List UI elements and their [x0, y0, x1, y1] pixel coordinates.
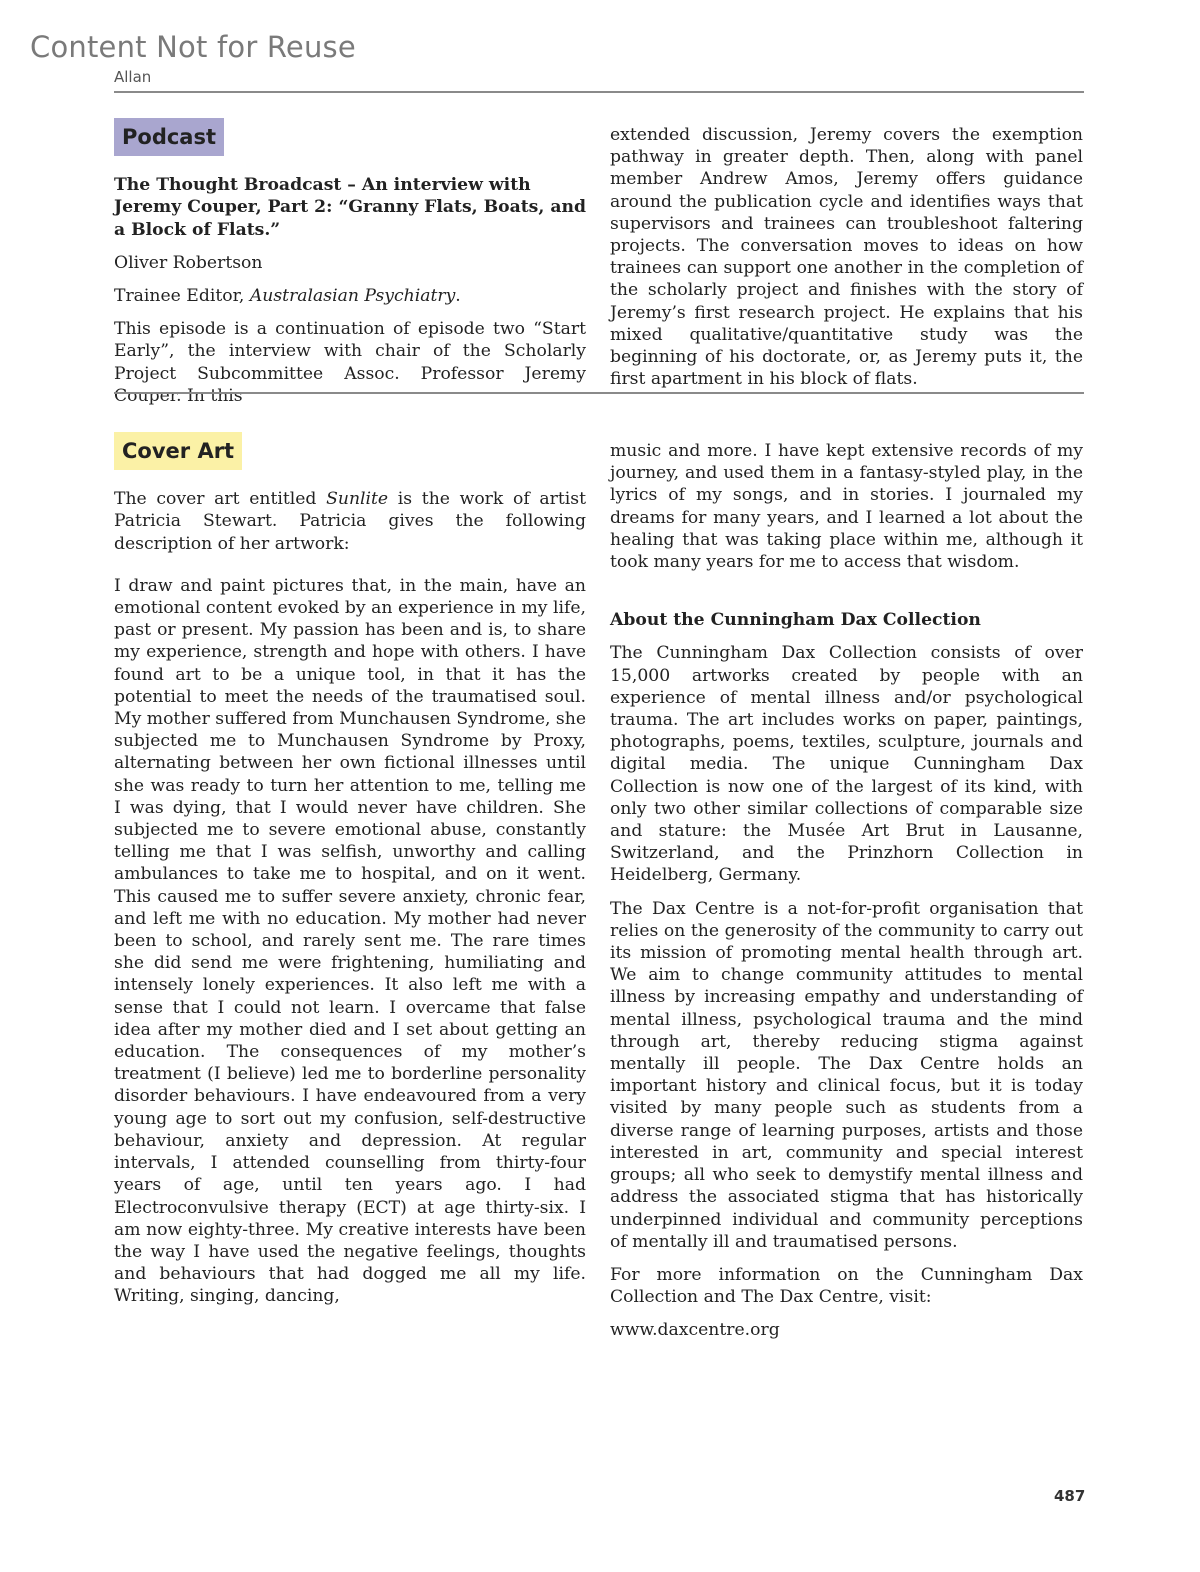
- section-divider: [114, 392, 1084, 394]
- podcast-affiliation: Trainee Editor, Australasian Psychiatry.: [114, 286, 461, 307]
- podcast-left-column: [114, 118, 586, 418]
- artist-statement: I draw and paint pictures that, in the main, have an emotional content evoked by an experience in my life, past or present. My passion has been and is, to share my experience, strength and hope with others. I have found art to be a unique tool, in that it has the potential to meet the needs of the traumatised soul. My mother suffered from Munchausen Syndrome, she subjected me to Munchausen Syndrome by Proxy, alternating between her own fictional illnesses until she was ready to turn her attention to me, telling me I was dying, that I would never have children. She subjected me to severe emotional abuse, constantly telling me that I was selfish, unworthy and calling ambulances to take me to hospital, and on it went. This caused me to suffer severe anxiety, chronic fear, and left me with no education. My mother had never been to school, and rarely sent me. The rare times she did send me were frightening, humiliating and intensely lonely experiences. It also left me with a sense that I could not learn. I overcame that false idea after my mother died and I set about getting an education. The consequences of my mother’s treatment (I believe) led me to borderline personality disorder behaviours. I have endeavoured from a very young age to sort out my confusion, self-destructive behaviour, anxiety and depression. At regular intervals, I attended counselling from thirty-four years of age, until ten years ago. I had Electroconvulsive therapy (ECT) at age thirty-six. I am now eighty-three. My creative interests have been the way I have used the negative feelings, thoughts and behaviours that had dogged me all my life. Writing, singing, dancing,: [114, 575, 586, 1307]
- cover-art-right-column: [610, 440, 1083, 1353]
- cover-art-tag: Cover Art: [114, 432, 242, 470]
- cover-art-intro: The cover art entitled Sunlite is the work of artist Patricia Stewart. Patricia gives the following description of her artwork:: [114, 489, 586, 554]
- podcast-title: The Thought Broadcast – An interview with Jeremy Couper, Part 2: “Granny Flats, Boats, and a Block of Flats.”: [114, 175, 586, 240]
- podcast-author: Oliver Robertson: [114, 252, 263, 273]
- artist-statement-continued: music and more. I have kept extensive records of my journey, and used them in a fantasy-styled play, in the lyrics of my songs, and in stories. I journaled my dreams for many years, and I learned a lot about the healing that was taking place within me, although it took many years for me to access that wisdom.: [610, 441, 1083, 573]
- dax-collection-paragraph-3: For more information on the Cunningham Dax Collection and The Dax Centre, visit:: [610, 1264, 1083, 1308]
- top-divider: [114, 91, 1084, 93]
- dax-collection-paragraph-2: The Dax Centre is a not-for-profit organisation that relies on the generosity of the community to carry out its mission of promoting mental health through art. We aim to change community attitudes to mental illness by increasing empathy and understanding of mental illness, psychological trauma and the mind through art, thereby reducing stigma against mentally ill people. The Dax Centre holds an important history and clinical focus, but it is today visited by many people such as students from a diverse range of learning purposes, artists and those interested in art, community and special interest groups; all who seek to demystify mental illness and address the associated stigma that has historically underpinned individual and community perceptions of mentally ill and traumatised persons.: [610, 898, 1083, 1252]
- dax-centre-link[interactable]: www.daxcentre.org: [610, 1320, 780, 1341]
- artwork-title: Sunlite: [326, 489, 389, 510]
- podcast-right-column: [610, 124, 1083, 401]
- dax-collection-paragraph-1: The Cunningham Dax Collection consists of over 15,000 artworks created by people with an experience of mental illness and/or psychological trauma. The art includes works on paper, paintings, photographs, poems, textiles, sculpture, journals and digital media. The unique Cunningham Dax Collection is now one of the largest of its kind, with only two other similar collections of comparable size and stature: the Musée Art Brut in Lausanne, Switzerland, and the Prinzhorn Collection in Heidelberg, Germany.: [610, 643, 1083, 886]
- journal-name: Australasian Psychiatry: [249, 286, 456, 307]
- dax-collection-heading: About the Cunningham Dax Collection: [610, 610, 981, 631]
- page-number: 487: [1054, 1487, 1086, 1505]
- podcast-body-start: This episode is a continuation of episode two “Start Early”, the interview with chair of the Scholarly Project Subcommittee Assoc. Professor Jeremy Couper. In this: [114, 319, 586, 406]
- podcast-body-continued: extended discussion, Jeremy covers the exemption pathway in greater depth. Then, along with panel member Andrew Amos, Jeremy offers guidance around the publication cycle and identifies ways that supervisors and trainees can troubleshoot faltering projects. The conversation moves to ideas on how trainees can support one another in the completion of the scholarly project and finishes with the story of Jeremy’s first research project. He explains that his mixed qualitative/quantitative study was the beginning of his doctorate, or, as Jeremy puts it, the first apartment in his block of flats.: [610, 125, 1083, 390]
- cover-art-left-column: [114, 432, 586, 1319]
- podcast-tag: Podcast: [114, 118, 224, 156]
- watermark: Content Not for Reuse: [30, 30, 356, 64]
- running-head: Allan: [114, 68, 152, 86]
